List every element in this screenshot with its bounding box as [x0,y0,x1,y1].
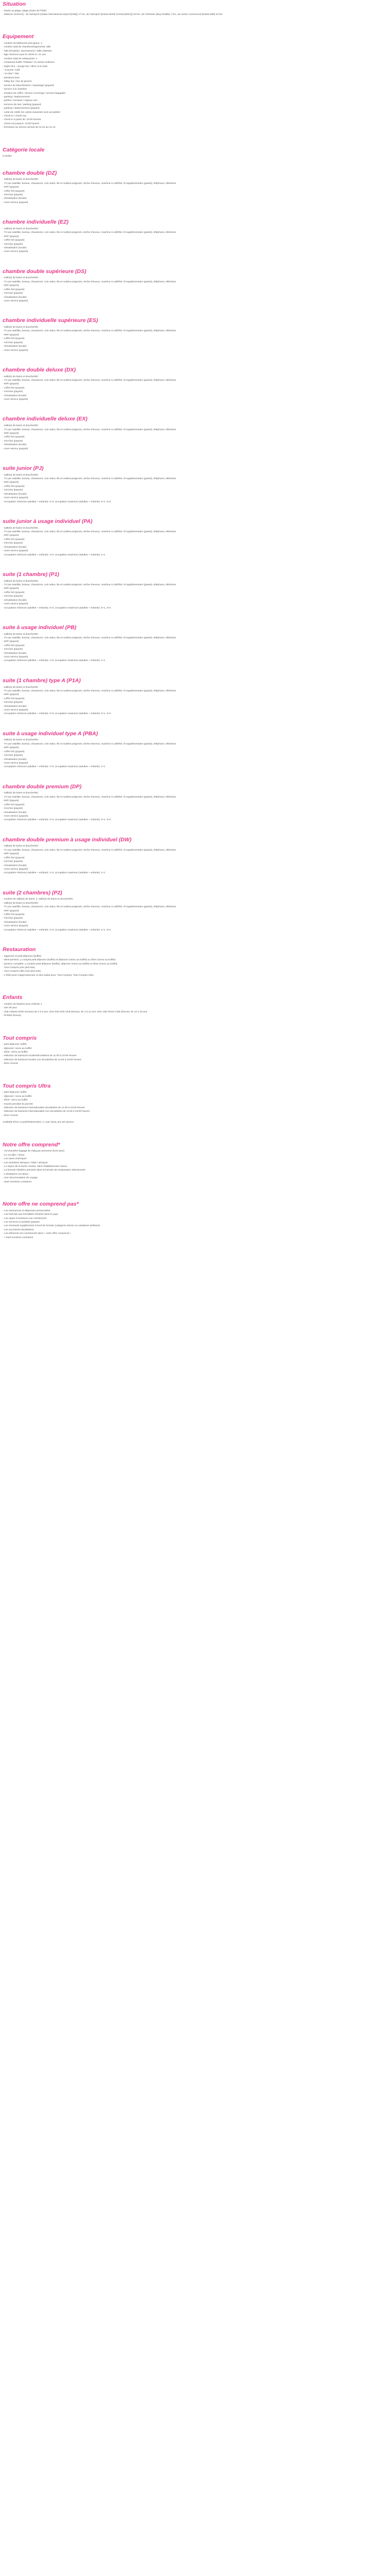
offre-comprend-line: - L'assistance sur place [3,1173,28,1176]
room-line: - WiFi (payant) [3,693,19,697]
room-line: - TV par satellite, bureau, chaussons, coin salon, lits et nuitées peignoirs, sèche-cheveux, machine à café/thé, lit supplémentaire (gratuit), téléphone, télévision [3,231,176,234]
room-heading: suite (1 chambre) (P1) [3,571,59,578]
room-line: - coffre-fort (payant) [3,436,25,439]
room-section [3,571,388,610]
offre-comprend-line: - Le vol aller / retour [3,1154,25,1157]
room-line: - coffre-fort (payant) [3,386,25,389]
room-line: - room service (payant) [3,925,28,928]
offre-comprend-line: - Le séjour de la durée choisie, dans l'établissement retenu [3,1165,68,1168]
room-line: - occupation minimum (adultes + enfants): 2+0, occupation maximum (adultes + enfants): 3+1, 3+0 [3,713,111,716]
room-line: - WiFi (payant) [3,640,19,643]
room-line: - TV par satellite, bureau, chaussons, coin salon, lits et nuitées peignoirs, sèche-cheveux, machine à café/thé, lit supplémentaire (gratuit), téléphone, télévision [3,742,176,745]
room-line: - mini-bar (payant) [3,595,23,598]
room-line: - climatisation (locale) [3,444,27,447]
tout-compris-ultra-line: - sélection de boissons internationales alcoolisées de 11:00 à 23:00 heures [3,1106,85,1109]
restauration-line: - pension complète, y compris petit déjeuner (buffet), déjeuner (menu au buffet) et dîner (menu au buffet) [3,962,118,965]
room-line: - salle(s) de bains et douche/WC [3,686,39,689]
room-line: - mini-bar (payant) [3,439,23,443]
tout-compris-ultra-line: - sélection de boissons internationales non alcoolisées de 11:00 à 23:00 heures [3,1110,90,1113]
room-line: - TV par satellite, bureau, chaussons, coin salon, lits et nuitées peignoirs, sèche-cheveux, machine à café/thé, lit supplémentaire (gratuit), téléphone, télévision [3,379,176,382]
offre-ne-comprend-pas-line: - Les éléments non mentionnés dans « notre offre comprend » [3,1232,71,1235]
room-line: - salle(s) de bains et douche/WC [3,580,39,583]
room-line: - coffre-fort (payant) [3,288,25,291]
room-line: - mini-bar (payant) [3,489,23,492]
room-line: - mini-bar (payant) [3,701,23,704]
room-section [3,624,388,663]
offre-comprend-line: - Une documentation de voyage [3,1177,38,1180]
offre-ne-comprend-pas-line: - Les repas et boissons non mentionnés [3,1217,47,1220]
room-line: - climatisation (locale) [3,864,27,867]
document [0,0,391,1240]
room-line: - coffre-fort (payant) [3,485,25,488]
equipement-line: - check-out jusqu'à: 12:00 heures [3,122,39,125]
equipement-line: - lobby bar / bar de piscine [3,80,32,83]
room-line: - occupation minimum (adultes + enfants): 1+0, occupation maximum (adultes + enfants): 1+1 [3,659,105,663]
room-line: - nombre de salle(s) de bains: 2, salle(s) de bains et douche/WC [3,898,73,901]
room-heading: chambre double (DZ) [3,170,57,176]
room-line: - WiFi (payant) [3,432,19,435]
tout-compris-ultra-note: Available (from a pool/whitesmoke), 1 x per (seat, per per person. [3,1121,75,1124]
room-heading: chambre individuelle deluxe (EX) [3,416,88,422]
room-line: - TV par satellite, bureau, chaussons, coin salon, lits et nuitées peignoirs, sèche-cheveux, machine à café/thé, lit supplémentaire (gratuit), téléphone, télévision [3,330,176,333]
equipement-line: - hall (réception, ascenseurs) / salle d'attente [3,49,52,53]
room-line: - room service (payant) [3,603,28,606]
room-line: - coffre-fort (payant) [3,591,25,594]
situation-section [3,1,388,16]
room-section [3,367,388,402]
room-line: - occupation minimum (adultes + enfants): 2+0, occupation maximum (adultes + enfants): 4+1, 5+0 [3,928,111,931]
room-line: - room service (payant) [3,447,28,450]
restauration-line: - Tout Compris (voir plus bas) [3,967,35,970]
offre-comprend-line: - Sauf mentions contraires [3,1180,31,1183]
tout-compris-heading: Tout compris [3,1035,37,1041]
equipement-line: - parking / stationnement [3,95,30,98]
room-line: - room service (payant) [3,349,28,352]
tout-compris-line: - Dine Around [3,1062,18,1065]
room-line: - WiFi (payant) [3,284,19,287]
room-line: - mini-bar (payant) [3,194,23,197]
room-line: - coffre-fort (payant) [3,644,25,647]
room-line: - room service (payant) [3,815,28,818]
room-line: - WiFi (payant) [3,534,19,537]
equipement-line: - location de coffre / service concierge / service bagagiste [3,92,66,95]
situation-heading: Situation [3,1,26,7]
room-line: - room service (payant) [3,299,28,302]
room-line: - WiFi (payant) [3,235,19,238]
tout-compris-line: - petit déjeuner: buffet [3,1043,27,1046]
room-line: - salle(s) de bains et douche/WC [3,473,39,477]
enfants-line: - aire de jeux [3,1007,17,1010]
situation-line: - distance (environ) : de l'aéroport (Dubai International Airport [DXB]) 17 km, de l'aéroport (Dubai World Central [DWC]) 20 km, de l'Athénée (Burj Khalifa) 7 km, du centre commercial (Dubai Mall) 10 km [3,13,223,16]
enfants-line: - lit bébé (bonus) [3,1014,21,1018]
room-line: - room service (payant) [3,497,28,500]
room-line: - room service (payant) [3,550,28,553]
room-line: - TV par satellite, bureau, chaussons, coin salon, lits et nuitées peignoirs, sèche-cheveux, machine à café/thé, lit supplémentaire (gratuit), téléphone, télévision [3,849,176,852]
categorie-section [3,147,388,159]
room-heading: chambre double premium (DP) [3,783,82,790]
restauration-line: - L'hôtel peut s'approvisionner et des sodas pour: Tout Compris, Tout Compris Ultra [3,974,94,977]
room-line: - climatisation (locale) [3,546,27,549]
room-section [3,317,388,352]
room-line: - climatisation (locale) [3,394,27,397]
tout-compris-ultra-section [3,1083,388,1125]
tout-compris-ultra-line: - petit déjeuner: buffet [3,1091,27,1094]
room-line: - mini-bar (payant) [3,754,23,757]
room-line: - mini-bar (payant) [3,391,23,394]
room-section [3,416,388,451]
room-heading: chambre double deluxe (DX) [3,366,76,373]
room-line: - mini-bar (payant) [3,341,23,344]
room-line: - WiFi (payant) [3,800,19,803]
room-line: - room service (payant) [3,868,28,871]
offre-comprend-line: - La formule hôtelière précisée dans la formule de restauration sélectionnée [3,1169,86,1172]
room-heading: suite (2 chambres) (P2) [3,889,62,896]
tout-compris-section [3,1035,388,1066]
room-line: - coffre-fort (payant) [3,856,25,859]
equipement-line: - service de blanchisserie / repassage (payant) [3,84,54,87]
offre-comprend-section [3,1142,388,1184]
room-line: - coffre-fort (payant) [3,538,25,541]
room-heading: chambre individuelle supérieure (ES) [3,317,98,324]
enfants-heading: Enfants [3,994,23,1001]
room-line: - coffre-fort (payant) [3,190,25,193]
room-line: - room service (payant) [3,709,28,712]
room-heading: suite à usage individuel (PB) [3,624,76,631]
room-line: - mini-bar (payant) [3,542,23,545]
room-line: - TV par satellite, bureau, chaussons, coin salon, lits et nuitées peignoirs, sèche-cheveux, machine à café/thé, lit supplémentaire (gratuit), téléphone, télévision [3,428,176,431]
offre-ne-comprend-pas-heading: Notre offre ne comprend pas* [3,1201,79,1208]
room-line: - mini-bar (payant) [3,917,23,920]
room-section [3,784,388,822]
offre-comprend-line: - Les transferts aéroport / hôtel / aéroport [3,1161,48,1164]
room-section [3,465,388,504]
enfants-line: - club enfants (Kids Section) de 2 à 5 ans, mini-club Kids Club (bonus), de 4 à 12 ans, teen club Teens Club (bonus), de 12 à 18 ans [3,1010,148,1013]
room-line: - salle(s) de bains et douche/WC [3,845,39,848]
room-line: - coffre-fort (payant) [3,337,25,341]
equipement-line: - services de taxi / parking (payant) [3,103,41,106]
room-line: - TV par satellite, bureau, chaussons, coin salon, lits et nuitées peignoirs, sèche-cheveux, machine à café/thé, lit supplémentaire (gratuit), téléphone, télévision [3,182,176,185]
room-line: - WiFi (payant) [3,587,19,590]
room-line: - room service (payant) [3,762,28,765]
tout-compris-line: - déjeuner: menu au buffet [3,1047,32,1050]
tout-compris-ultra-line: - Dine Around [3,1114,18,1117]
room-line: - coffre-fort (payant) [3,697,25,700]
room-line: - WiFi (payant) [3,909,19,912]
restauration-line: - Tout Compris Ultra (voir plus bas) [3,970,41,973]
equipement-line: - check-in / check-out [3,115,26,118]
room-line: - room service (payant) [3,201,28,204]
room-line: - WiFi (payant) [3,383,19,386]
room-line: - occupation minimum (adultes + enfants): 1+0, occupation maximum (adultes + enfants): 1+1 [3,553,105,556]
room-line: - TV par satellite, bureau, chaussons, coin salon, lits et nuitées peignoirs, sèche-cheveux, machine à café/thé, lit supplémentaire (gratuit), téléphone, télévision [3,583,176,586]
room-line: - WiFi (payant) [3,333,19,336]
room-section [3,837,388,875]
restauration-heading: Restauration [3,946,36,953]
equipement-line: - Eight One - lounge bar / dîner à la carte [3,65,48,68]
room-section [3,677,388,716]
restauration-section [3,946,388,977]
room-line: - mini-bar (payant) [3,243,23,246]
room-section [3,890,388,932]
offre-comprend-heading: Notre offre comprend* [3,1141,60,1148]
equipement-line: - restaurant buffet "Pakwan" et cuisine indienne [3,61,55,64]
room-line: - coffre-fort (payant) [3,239,25,242]
room-line: - occupation minimum (adultes + enfants): 2+0, occupation maximum (adultes + enfants): 3+1, 3+0 [3,819,111,822]
room-heading: suite (1 chambre) type A (P1A) [3,677,81,684]
room-section [3,731,388,769]
room-line: - salle(s) de bains et douche/WC [3,375,39,378]
room-line: - climatisation (locale) [3,758,27,761]
room-line: - salle(s) de bains et douche/WC [3,326,39,329]
equipement-line: - parking / stationnement (payant) [3,107,40,110]
room-section [3,170,388,205]
room-heading: chambre double supérieure (DS) [3,268,87,275]
room-line: - occupation minimum (adultes + enfants): 2+0, occupation maximum (adultes + enfants): 3+1, 3+0 [3,500,111,503]
offre-ne-comprend-pas-line: - Les services et activités payants [3,1221,40,1224]
room-line: - TV par satellite, bureau, chaussons, coin salon, lits et nuitées peignoirs, sèche-cheveux, machine à café/thé, lit supplémentaire (gratuit), téléphone, télévision [3,906,176,909]
tout-compris-line: - sélection de boissons locales/alcoolisées de 11:00 à 23:00 heures [3,1055,77,1058]
room-line: - salle(s) de bains et douche/WC [3,227,39,230]
room-line: - climatisation (locale) [3,599,27,602]
offre-ne-comprend-pas-line: - Les frais liés aux formalités d'entrée dans le pays [3,1213,58,1216]
room-line: - TV par satellite, bureau, chaussons, coin salon, lits et nuitées peignoirs, sèche-cheveux, machine à café/thé, lit supplémentaire (gratuit), téléphone, télévision [3,636,176,639]
room-line: - salle(s) de bains et douche/WC [3,527,39,530]
room-line: - TV par satellite, bureau, chaussons, coin salon, lits et nuitées peignoirs, sèche-cheveux, machine à café/thé, lit supplémentaire (gratuit), téléphone, télévision [3,478,176,481]
equipement-section [3,33,388,129]
room-line: - climatisation (locale) [3,247,27,249]
room-line: - climatisation (locale) [3,811,27,814]
room-line: - TV par satellite, bureau, chaussons, coin salon, lits et nuitées peignoirs, sèche-cheveux, machine à café/thé, lit supplémentaire (gratuit), téléphone, télévision [3,280,176,283]
room-line: - salle(s) de bains et douche/WC [3,425,39,428]
room-line: - room service (payant) [3,656,28,659]
equipement-line: - nombre total de restaurants: 4 [3,57,37,60]
room-line: - TV par satellite, bureau, chaussons, coin salon, lits et nuitées peignoirs, sèche-cheveux, machine à café/thé, lit supplémentaire (gratuit), téléphone, télévision [3,795,176,799]
room-line: - TV par satellite, bureau, chaussons, coin salon, lits et nuitées peignoirs, sèche-cheveux, machine à café/thé, lit supplémentaire (gratuit), téléphone, télévision [3,689,176,692]
room-line: - WiFi (payant) [3,853,19,856]
room-line: - climatisation (locale) [3,493,27,496]
tout-compris-line: - sélection de boissons locales non alcoolisées de 11:00 à 23:00 heures [3,1058,82,1061]
equipement-line: - "Le Bar" / Bar [3,73,19,76]
tout-compris-ultra-line: - dîner: menu au buffet [3,1099,28,1102]
room-line: - mini-bar (payant) [3,860,23,863]
equipement-line: - fermeture au service annuel de 01.01 au 31.12 [3,126,56,129]
offre-comprend-line: - Vol (transfert bagage de 23kg par personne (hors taxe) [3,1150,64,1153]
room-line: - coffre-fort (payant) [3,913,25,917]
tout-compris-ultra-heading: Tout compris Ultra [3,1082,51,1089]
room-heading: suite à usage individuel type A (PBA) [3,730,98,737]
room-line: - mini-bar (payant) [3,807,23,810]
room-heading: suite junior (PJ) [3,465,44,472]
equipement-heading: Equipement [3,33,34,40]
room-line: - room service (payant) [3,398,28,401]
equipement-line: - "Luxuria" Café [3,69,20,72]
offre-ne-comprend-pas-line: - Les éventuels suppléments à bord de formule (catégorie d'avion ou variations tarifaires) [3,1225,100,1228]
room-section [3,268,388,303]
room-line: - coffre-fort (payant) [3,803,25,806]
equipement-line: - nombre total de chambres/logements: 388 [3,46,51,49]
tout-compris-ultra-line: - déjeuner: menu au buffet [3,1095,32,1098]
room-section [3,518,388,557]
equipement-line: - carte de crédit: les cartes suivantes sont acceptées [3,111,60,114]
equipement-line: - plusieurs bars [3,76,20,79]
categorie-line: 5 étoiles [3,155,12,158]
room-line: - climatisation (locale) [3,652,27,655]
equipement-line: - âge minimum pour le check-in: 21 ans [3,54,46,57]
room-line: - WiFi (payant) [3,481,19,484]
room-line: - occupation minimum (adultes + enfants): 2+0, occupation maximum (adultes + enfants): 3+1, 3+0 [3,606,111,609]
room-line: - mini-bar (payant) [3,648,23,651]
room-line: - climatisation (locale) [3,921,27,924]
room-line: - climatisation (locale) [3,705,27,708]
equipement-line: - service à la chambre [3,88,27,91]
room-line: - salle(s) de bains et douche/WC [3,792,39,795]
categorie-heading: Catégorie locale [3,146,45,153]
equipement-line: - jardins / terrasse / espace vert [3,99,38,103]
offre-comprend-line: - Les taxes d'aéroport [3,1158,27,1161]
room-section [3,219,388,254]
restauration-line: - demi-pension, y compris petit déjeuner (buffet) et déjeuner (menu au buffet) ou dîner (menu au buffet) [3,959,116,962]
room-line: - salle(s) de bains et douche/WC [3,739,39,742]
room-line: - climatisation (locale) [3,345,27,348]
offre-ne-comprend-pas-line: - Les assurances et dépenses personnelles [3,1209,51,1212]
room-line: - occupation minimum (adultes + enfants): 1+0, occupation maximum (adultes + enfants): 1+1 [3,872,105,875]
offre-ne-comprend-pas-line: - * Sauf mentions contraires [3,1236,34,1239]
room-heading: suite junior à usage individuel (PA) [3,518,93,524]
room-line: - salle(s) de bains et douche/WC [3,902,39,905]
room-line: - salle(s) de bains et douche/WC [3,277,39,280]
room-line: - climatisation (locale) [3,197,27,200]
room-line: - WiFi (payant) [3,747,19,750]
room-line: - salle(s) de bains et douche/WC [3,633,39,636]
room-line: - mini-bar (payant) [3,292,23,295]
room-heading: chambre individuelle (EZ) [3,219,69,226]
room-line: - coffre-fort (payant) [3,750,25,753]
room-line: - salle(s) de bains et douche/WC [3,178,39,181]
enfants-section [3,994,388,1018]
situation-line: - située au plage, plage privée de l'hôtel [3,9,46,12]
room-line: - room service (payant) [3,250,28,253]
equipement-line: - nombre de bâtiments principaux: 1 [3,42,42,45]
room-heading: chambre double premium à usage individuel (DW) [3,836,132,843]
restauration-line: - logement et petit déjeuner (buffet) [3,955,41,958]
offre-ne-comprend-pas-line: - Les excursions facultatives [3,1228,34,1231]
equipement-line: - check-in à partir de: 15:00 heures [3,118,41,122]
room-line: - climatisation (locale) [3,296,27,299]
enfants-line: - nombre de bassins pour enfants: 1 [3,1003,42,1006]
room-line: - WiFi (payant) [3,186,19,189]
tout-compris-ultra-line: - snacks pendant la journée [3,1103,33,1106]
tout-compris-line: - dîner: menu au buffet [3,1051,28,1054]
room-line: - TV par satellite, bureau, chaussons, coin salon, lits et nuitées peignoirs, sèche-cheveux, machine à café/thé, lit supplémentaire (gratuit), téléphone, télévision [3,531,176,534]
room-line: - occupation minimum (adultes + enfants): 1+0, occupation maximum (adultes + enfants): 1+1 [3,766,105,769]
offre-ne-comprend-pas-section [3,1201,388,1240]
